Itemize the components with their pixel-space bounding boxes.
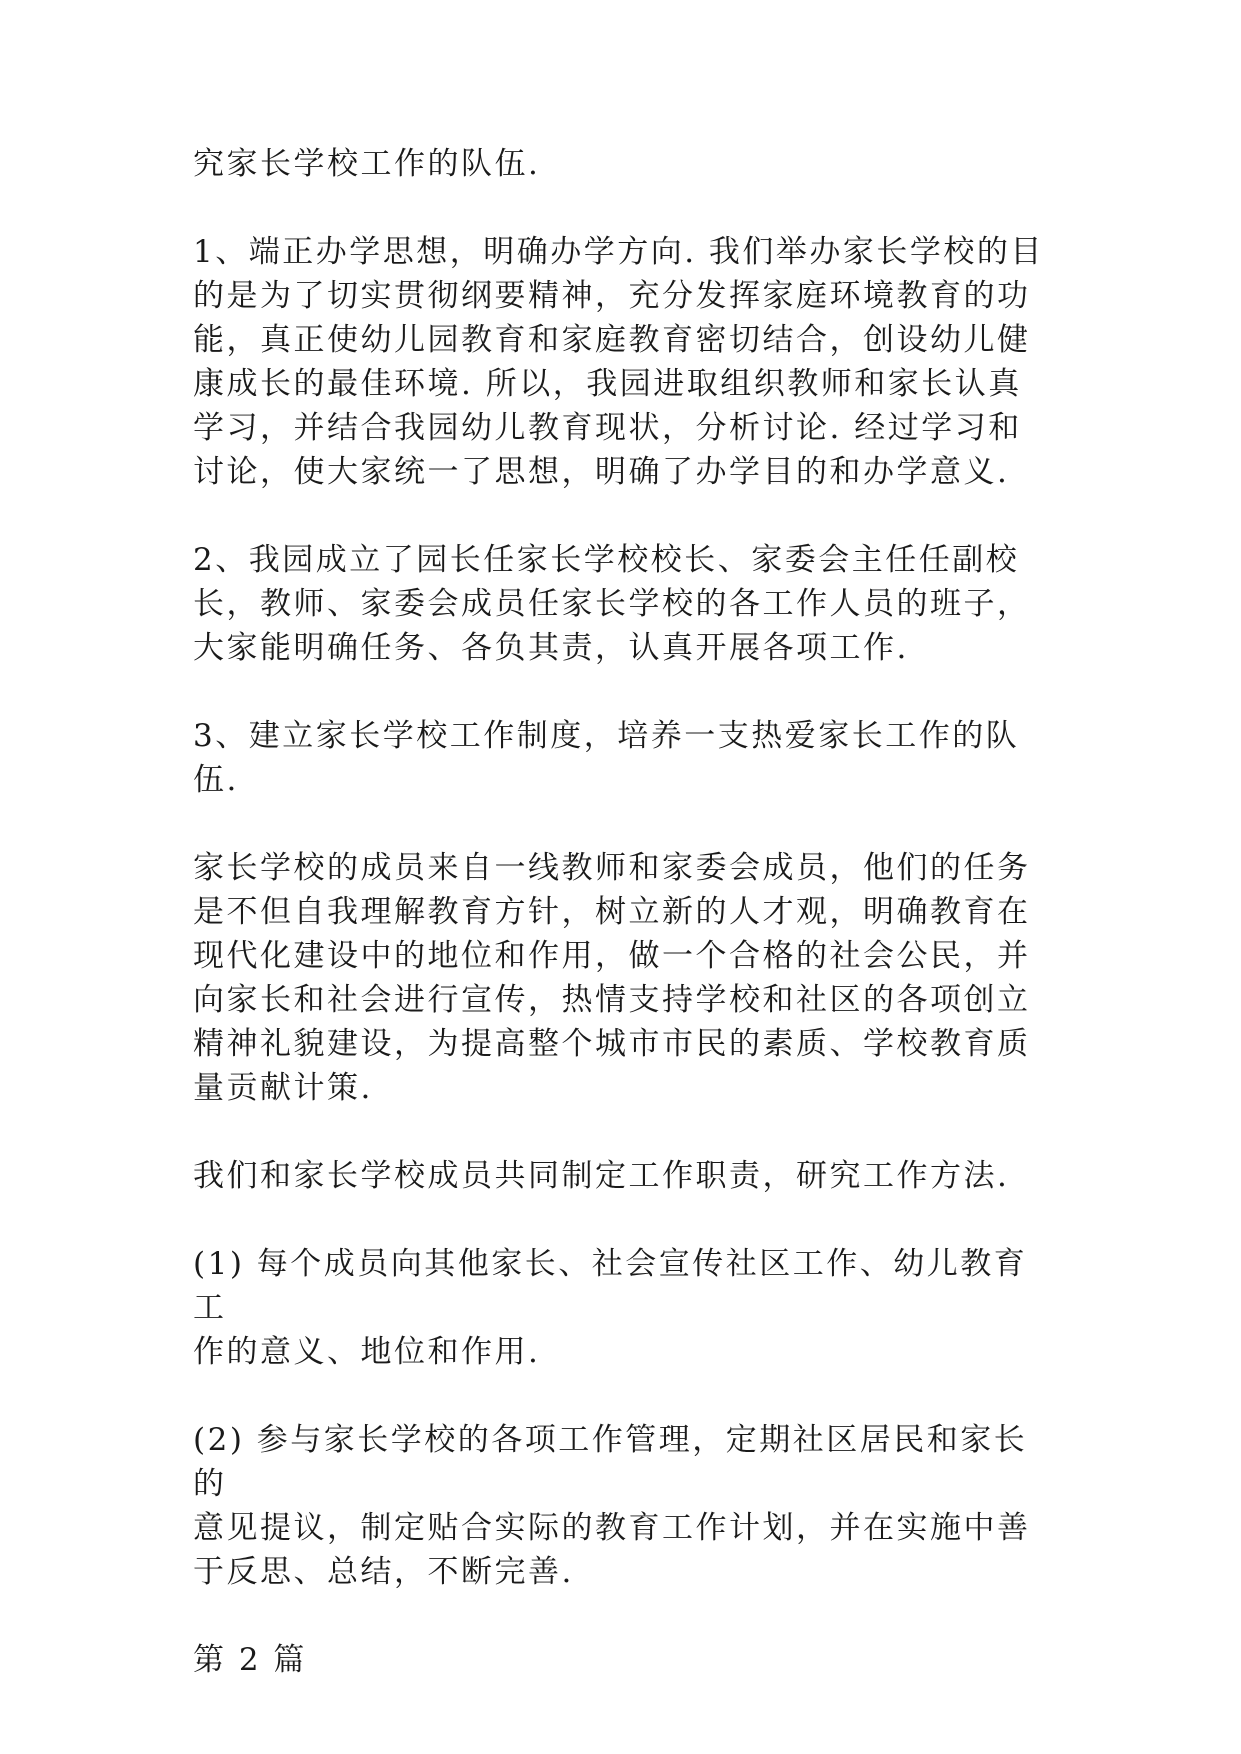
paragraph-8: (2) 参与家长学校的各项工作管理，定期社区居民和家长的 意见提议，制定贴合实际的教育工作计划，并在实施中善 于反思、总结，不断完善. xyxy=(193,1422,1031,1590)
paragraph-7: (1) 每个成员向其他家长、社会宣传社区工作、幼儿教育工 作的意义、地位和作用. xyxy=(193,1246,1028,1370)
paragraph-4: 3、建立家长学校工作制度，培养一支热爱家长工作的队 伍. xyxy=(193,718,1020,798)
paragraph-5: 家长学校的成员来自一线教师和家委会成员，他们的任务 是不但自我理解教育方针，树立新的人才观，明确教育在 现代化建设中的地位和作用，做一个合格的社会公民，并 向家长和社会进行宣传，热情支持学校和社区的各项创立 精神礼貌建设，为提高整个城市市民的素质、学校教育质 量贡献计策. xyxy=(193,850,1031,1106)
paragraph-3: 2、我园成立了园长任家长学校校长、家委会主任任副校 长，教师、家委会成员任家长学校的各工作人员的班子， 大家能明确任务、各负其责，认真开展各项工作. xyxy=(193,542,1031,666)
paragraph-6: 我们和家长学校成员共同制定工作职责，研究工作方法. xyxy=(193,1158,1010,1194)
paragraph-2: 1、端正办学思想，明确办学方向. 我们举办家长学校的目 的是为了切实贯彻纲要精神，充分发挥家庭环境教育的功 能，真正使幼儿园教育和家庭教育密切结合，创设幼儿健 康成长的最佳环境. 所以，我园进取组织教师和家长认真 学习，并结合我园幼儿教育现状，分析讨论. 经过学习和 讨论，使大家统一了思想，明确了办学目的和办学意义. xyxy=(193,234,1044,490)
document-body xyxy=(193,142,1053,1682)
paragraph-1: 究家长学校工作的队伍. xyxy=(193,146,541,182)
section-heading: 第 2 篇 xyxy=(193,1642,307,1678)
